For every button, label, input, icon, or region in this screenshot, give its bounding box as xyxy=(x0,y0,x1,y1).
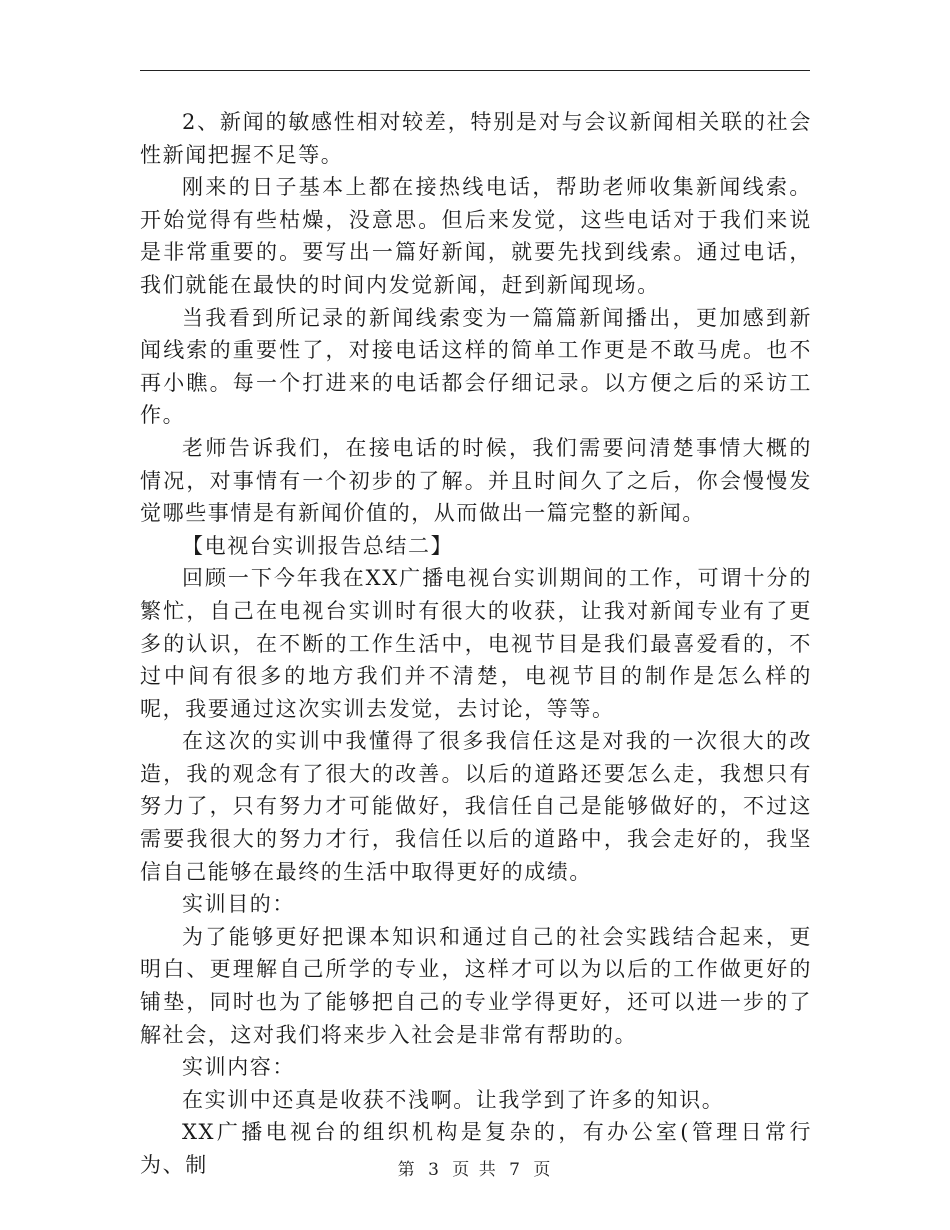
paragraph-1: 2、新闻的敏感性相对较差，特别是对与会议新闻相关联的社会性新闻把握不足等。 xyxy=(140,110,812,167)
document-body xyxy=(140,106,812,1182)
footer-total-pages: 7 xyxy=(509,1160,522,1180)
header-rule xyxy=(140,70,810,71)
section-heading: 【电视台实训报告总结二】 xyxy=(182,533,454,558)
footer-prefix: 第 xyxy=(397,1160,417,1180)
paragraph-2: 刚来的日子基本上都在接热线电话，帮助老师收集新闻线索。开始觉得有些枯燥，没意思。但后来发觉，这些电话对于我们来说是非常重要的。要写出一篇好新闻，就要先找到线索。通过电话，我们就能在最快的时间内发觉新闻，赶到新闻现场。 xyxy=(140,175,812,297)
footer-page-number: 3 xyxy=(428,1160,441,1180)
paragraph-8: 在实训中还真是收获不浅啊。让我学到了许多的知识。 xyxy=(182,1087,725,1112)
footer-suffix: 页 xyxy=(533,1160,553,1180)
paragraph-7: 为了能够更好把课本知识和通过自己的社会实践结合起来，更明白、更理解自己所学的专业，这样才可以为以后的工作做更好的铺垫，同时也为了能够把自己的专业学得更好，还可以进一步的了解社会，这对我们将来步入社会是非常有帮助的。 xyxy=(140,924,812,1047)
paragraph-9: XX广播电视台的组织机构是复杂的，有办公室(管理日常行为、制 xyxy=(140,1120,812,1177)
paragraph-3: 当我看到所记录的新闻线索变为一篇篇新闻播出，更加感到新闻线索的重要性了，对接电话这样的简单工作更是不敢马虎。也不再小瞧。每一个打进来的电话都会仔细记录。以方便之后的采访工作。 xyxy=(140,305,812,428)
training-purpose-label: 实训目的： xyxy=(182,892,295,917)
paragraph-4: 老师告诉我们，在接电话的时候，我们需要问清楚事情大概的情况，对事情有一个初步的了解。并且时间久了之后，你会慢慢发觉哪些事情是有新闻价值的，从而做出一篇完整的新闻。 xyxy=(140,435,812,526)
footer-middle: 页 共 xyxy=(452,1160,498,1180)
paragraph-5: 回顾一下今年我在XX广播电视台实训期间的工作，可谓十分的繁忙，自己在电视台实训时有很大的收获，让我对新闻专业有了更多的认识，在不断的工作生活中，电视节目是我们最喜爱看的，不过中间有很多的地方我们并不清楚，电视节目的制作是怎么样的呢，我要通过这次实训去发觉，去讨论，等等。 xyxy=(140,566,812,721)
page-footer xyxy=(0,1155,950,1180)
training-content-label: 实训内容： xyxy=(182,1055,295,1080)
paragraph-6: 在这次的实训中我懂得了很多我信任这是对我的一次很大的改造，我的观念有了很大的改善。以后的道路还要怎么走，我想只有努力了，只有努力才可能做好，我信任自己是能够做好的，不过这需要我很大的努力才行，我信任以后的道路中，我会走好的，我坚信自己能够在最终的生活中取得更好的成绩。 xyxy=(140,729,812,884)
